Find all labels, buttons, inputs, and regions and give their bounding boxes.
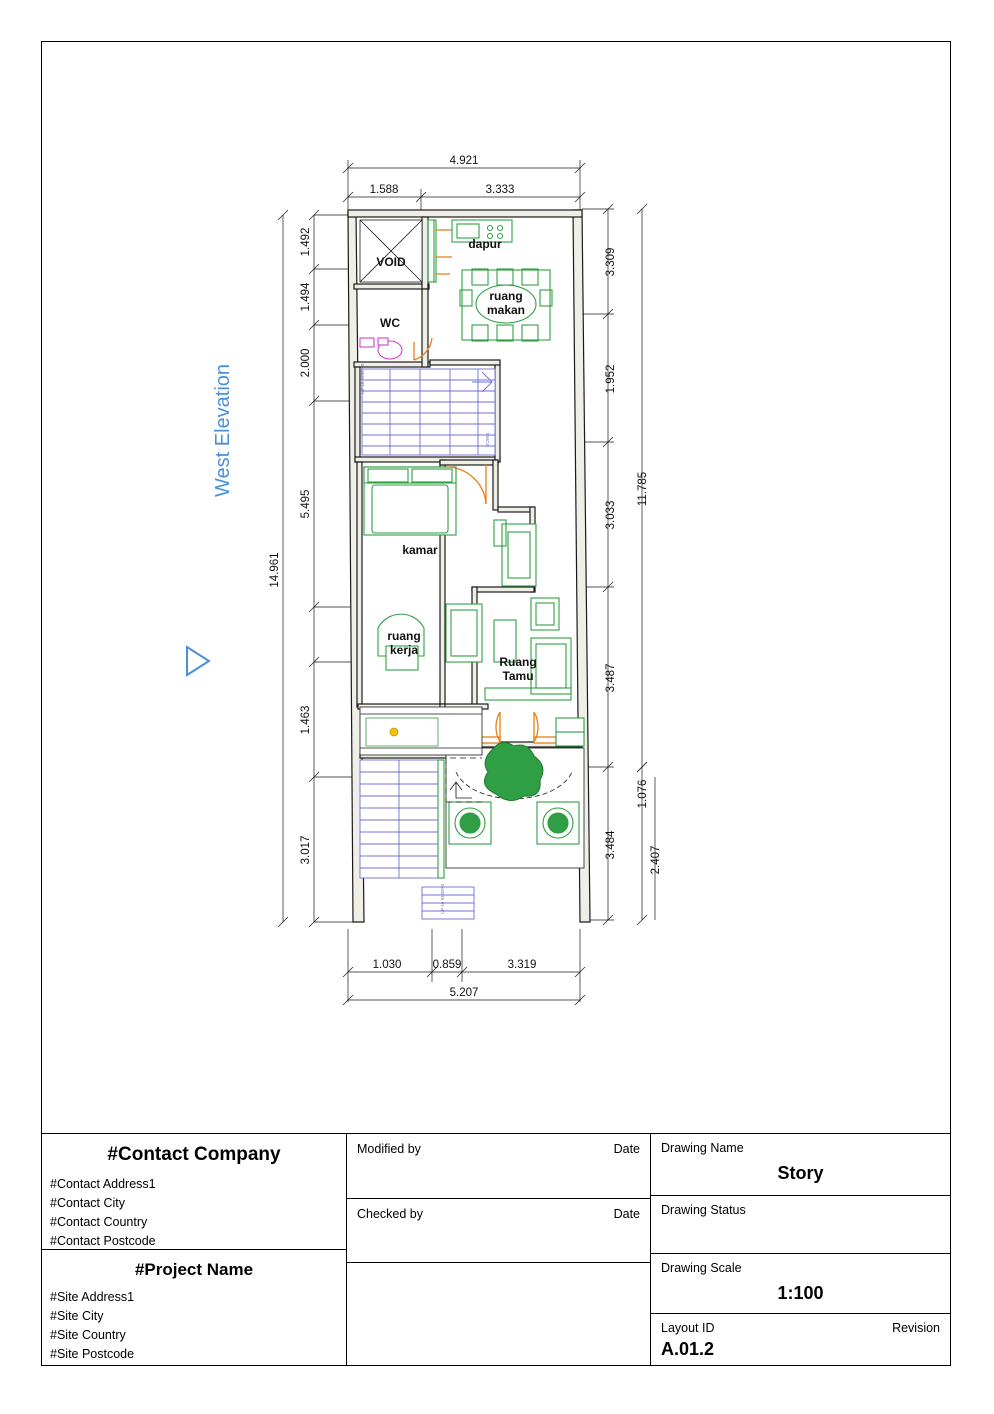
svg-text:1.076: 1.076	[637, 779, 649, 809]
svg-text:2.407: 2.407	[650, 845, 662, 875]
drawing-scale-value: 1:100	[777, 1283, 824, 1304]
svg-text:1.463: 1.463	[300, 705, 312, 735]
room-label-void: VOID	[376, 255, 406, 269]
modified-by-cell[interactable]	[347, 1134, 650, 1199]
room-label-ruang-tamu-2: Tamu	[502, 669, 534, 683]
layout-id-value: A.01.2	[661, 1339, 715, 1360]
contact-postcode: #Contact Postcode	[50, 1234, 156, 1248]
svg-text:3.017: 3.017	[300, 835, 312, 865]
drawing-name-label: Drawing Name	[661, 1141, 744, 1155]
svg-text:1.492: 1.492	[300, 227, 312, 257]
checked-by-cell[interactable]	[347, 1199, 650, 1264]
drawing-name-cell[interactable]	[651, 1134, 950, 1196]
title-block-middle	[347, 1134, 651, 1365]
checked-by-label: Checked by	[357, 1206, 424, 1221]
title-block-right	[651, 1134, 950, 1365]
contact-address1: #Contact Address1	[50, 1177, 156, 1191]
contact-company-name: #Contact Company	[107, 1144, 281, 1165]
modified-date-label: Date	[613, 1142, 640, 1156]
svg-text:1.030: 1.030	[372, 959, 402, 971]
svg-text:4.921: 4.921	[449, 155, 479, 167]
svg-text:0.859: 0.859	[432, 959, 462, 971]
title-block	[42, 1133, 950, 1365]
svg-text:3.333: 3.333	[485, 184, 515, 196]
middle-empty-cell	[347, 1263, 650, 1365]
svg-text:11.785: 11.785	[637, 471, 649, 507]
contact-company-block	[42, 1134, 346, 1250]
room-label-wc: WC	[380, 316, 400, 330]
room-label-ruang-kerja-2: kerja	[389, 643, 419, 657]
contact-country: #Contact Country	[50, 1215, 148, 1229]
svg-text:UP 16 RISERS: UP 16 RISERS	[440, 883, 445, 914]
drawing-scale-cell[interactable]	[651, 1254, 950, 1314]
svg-text:3.033: 3.033	[605, 500, 617, 530]
layout-id-cell[interactable]	[651, 1314, 950, 1365]
svg-text:5.495: 5.495	[300, 489, 312, 519]
drawing-name-value: Story	[777, 1163, 824, 1183]
drawing-status-label: Drawing Status	[661, 1203, 746, 1218]
drawing-scale-label: Drawing Scale	[661, 1261, 742, 1276]
svg-text:5.207: 5.207	[449, 987, 479, 999]
layout-id-label: Layout ID	[661, 1321, 715, 1336]
modified-by-label: Modified by	[357, 1142, 421, 1156]
svg-text:3.484: 3.484	[605, 830, 617, 860]
svg-text:3.319: 3.319	[507, 959, 537, 971]
floor-plan-svg	[42, 42, 952, 1135]
project-block	[42, 1250, 346, 1366]
room-label-ruang-kerja-1: ruang	[387, 629, 421, 643]
west-elevation-label: West Elevation	[212, 363, 234, 497]
svg-text:2.000: 2.000	[300, 348, 312, 378]
revision-label: Revision	[892, 1321, 940, 1336]
svg-text:DOWN: DOWN	[485, 432, 490, 447]
site-address1: #Site Address1	[50, 1289, 135, 1304]
svg-text:3.309: 3.309	[605, 247, 617, 277]
drawing-sheet	[41, 41, 951, 1366]
floor-plan-drawing	[42, 42, 950, 1135]
drawing-status-cell[interactable]	[651, 1196, 950, 1254]
site-country: #Site Country	[50, 1327, 126, 1342]
svg-text:UP 18 RISERS: UP 18 RISERS	[360, 363, 365, 394]
room-label-dapur: dapur	[468, 237, 502, 251]
room-label-kamar: kamar	[402, 543, 438, 557]
room-label-ruang-tamu-1: Ruang	[499, 655, 537, 669]
site-postcode: #Site Postcode	[50, 1346, 135, 1361]
svg-text:3.487: 3.487	[605, 663, 617, 693]
title-block-left	[42, 1134, 347, 1365]
svg-text:1.952: 1.952	[605, 364, 617, 394]
svg-text:14.961: 14.961	[269, 552, 281, 588]
project-name: #Project Name	[134, 1259, 254, 1279]
site-city: #Site City	[50, 1308, 104, 1323]
svg-text:1.588: 1.588	[369, 184, 399, 196]
svg-text:1.494: 1.494	[300, 282, 312, 312]
room-label-ruang-makan-1: ruang	[489, 289, 523, 303]
contact-city: #Contact City	[50, 1196, 126, 1210]
checked-date-label: Date	[613, 1206, 640, 1221]
room-label-ruang-makan-2: makan	[486, 303, 526, 317]
